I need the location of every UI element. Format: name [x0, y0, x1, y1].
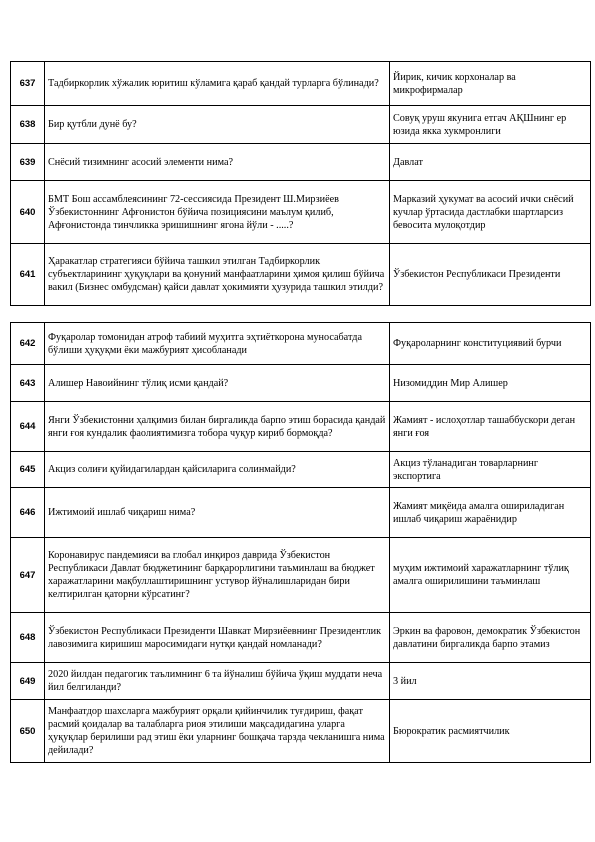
question-text: Янги Ўзбекистонни ҳалқимиз билан биргаликда барпо этиш борасида қандай янги ғоя кундалик фаолиятимизга тобора чуқур кириб бормоқда?: [45, 402, 390, 452]
question-number: 642: [11, 323, 45, 365]
question-number: 637: [11, 62, 45, 106]
answer-text: 3 йил: [390, 663, 591, 700]
question-text: 2020 йилдан педагогик таълимнинг 6 та йўналиш бўйича ўқиш муддати неча йил белгиланди?: [45, 663, 390, 700]
answer-text: Фуқароларнинг конституциявий бурчи: [390, 323, 591, 365]
question-text: Акциз солиғи қуйидагилардан қайсиларига солинмайди?: [45, 452, 390, 488]
table-row: [11, 323, 591, 365]
question-number: 638: [11, 106, 45, 144]
table-row: [11, 700, 591, 763]
table-row: [11, 365, 591, 402]
question-number: 643: [11, 365, 45, 402]
question-number: 644: [11, 402, 45, 452]
table-row: [11, 613, 591, 663]
question-number: 649: [11, 663, 45, 700]
answer-text: Совуқ уруш якунига етгач АҚШнинг ер юзида якка хукмронлиги: [390, 106, 591, 144]
answer-text: муҳим ижтимоий харажатларнинг тўлиқ амалга оширилишини таъминлаш: [390, 538, 591, 613]
answer-text: Давлат: [390, 144, 591, 181]
table-row: [11, 181, 591, 244]
question-number: 646: [11, 488, 45, 538]
question-number: 650: [11, 700, 45, 763]
table-row: [11, 402, 591, 452]
question-text: Тадбиркорлик хўжалик юритиш кўламига қараб қандай турларга бўлинади?: [45, 62, 390, 106]
question-number: 640: [11, 181, 45, 244]
table-row: [11, 106, 591, 144]
question-number: 645: [11, 452, 45, 488]
question-text: БМТ Бош ассамблеясининг 72-сессиясида Президент Ш.Мирзиёев Ўзбекистоннинг Афғонистон бўйича позициясини маълум қилиб, Афғонистонда тинчликка эришишнинг ягона йўли - .....?: [45, 181, 390, 244]
question-text: Коронавирус пандемияси ва глобал инқироз даврида Ўзбекистон Республикаси Давлат бюджетининг барқарорлигини таъминлаш ва бюджет харажатларини мақбуллаштиришнинг устувор йўналишларидан бири келтирилган қаторни кўрсатинг?: [45, 538, 390, 613]
question-text: Ҳаракатлар стратегияси бўйича ташкил этилган Тадбиркорлик субъектларининг ҳуқуқлари ва қонуний манфаатларини ҳимоя қилиш бўйича вакил (Бизнес омбудсман) қайси давлат ҳокимияти ҳузурида ташкил этилди?: [45, 244, 390, 306]
table-row: [11, 452, 591, 488]
table-row: [11, 244, 591, 306]
table-row: [11, 62, 591, 106]
question-text: Бир қутбли дунё бу?: [45, 106, 390, 144]
answer-text: Акциз тўланадиган товарларнинг экспортига: [390, 452, 591, 488]
answer-text: Марказий ҳукумат ва асосий ички снёсий кучлар ўртасида дастлабки шартларсиз бевосита мулоқотдир: [390, 181, 591, 244]
answer-text: Жамият миқёида амалга ошириладиган ишлаб чиқариш жараёнидир: [390, 488, 591, 538]
qa-table-part-1: [10, 61, 591, 306]
question-text: Ўзбекистон Республикаси Президенти Шавкат Мирзиёевнинг Президентлик лавозимига киришиш маросимидаги нутқи қандай номланади?: [45, 613, 390, 663]
answer-text: Низомиддин Мир Алишер: [390, 365, 591, 402]
question-text: Снёсий тизимнинг асосий элементи нима?: [45, 144, 390, 181]
qa-table-part-2: [10, 322, 591, 763]
question-number: 648: [11, 613, 45, 663]
answer-text: Йирик, кичик корхоналар ва микрофирмалар: [390, 62, 591, 106]
question-number: 647: [11, 538, 45, 613]
answer-text: Жамият - ислоҳотлар ташаббускори деган янги ғоя: [390, 402, 591, 452]
table-row: [11, 538, 591, 613]
table-row: [11, 488, 591, 538]
table-row: [11, 144, 591, 181]
question-text: Манфаатдор шахсларга мажбурият орқали қийинчилик туғдириш, фақат расмий қоидалар ва талабларга риоя этилиши мақсадидагина уларга ҳуқуқлар берилиши рад этиш ёки уларнинг бошқача тарзда чекланишга нима дейилади?: [45, 700, 390, 763]
question-text: Алишер Навоийнинг тўлиқ исми қандай?: [45, 365, 390, 402]
question-number: 641: [11, 244, 45, 306]
table-row: [11, 663, 591, 700]
question-text: Ижтимоий ишлаб чиқариш нима?: [45, 488, 390, 538]
answer-text: Бюрократик расмиятчилик: [390, 700, 591, 763]
question-text: Фуқаролар томонидан атроф табиий муҳитга эҳтиёткорона муносабатда бўлиши ҳуқуқми ёки мажбурият ҳисобланади: [45, 323, 390, 365]
answer-text: Ўзбекистон Республикаси Президенти: [390, 244, 591, 306]
question-number: 639: [11, 144, 45, 181]
answer-text: Эркин ва фаровон, демократик Ўзбекистон давлатини биргаликда барпо этамиз: [390, 613, 591, 663]
